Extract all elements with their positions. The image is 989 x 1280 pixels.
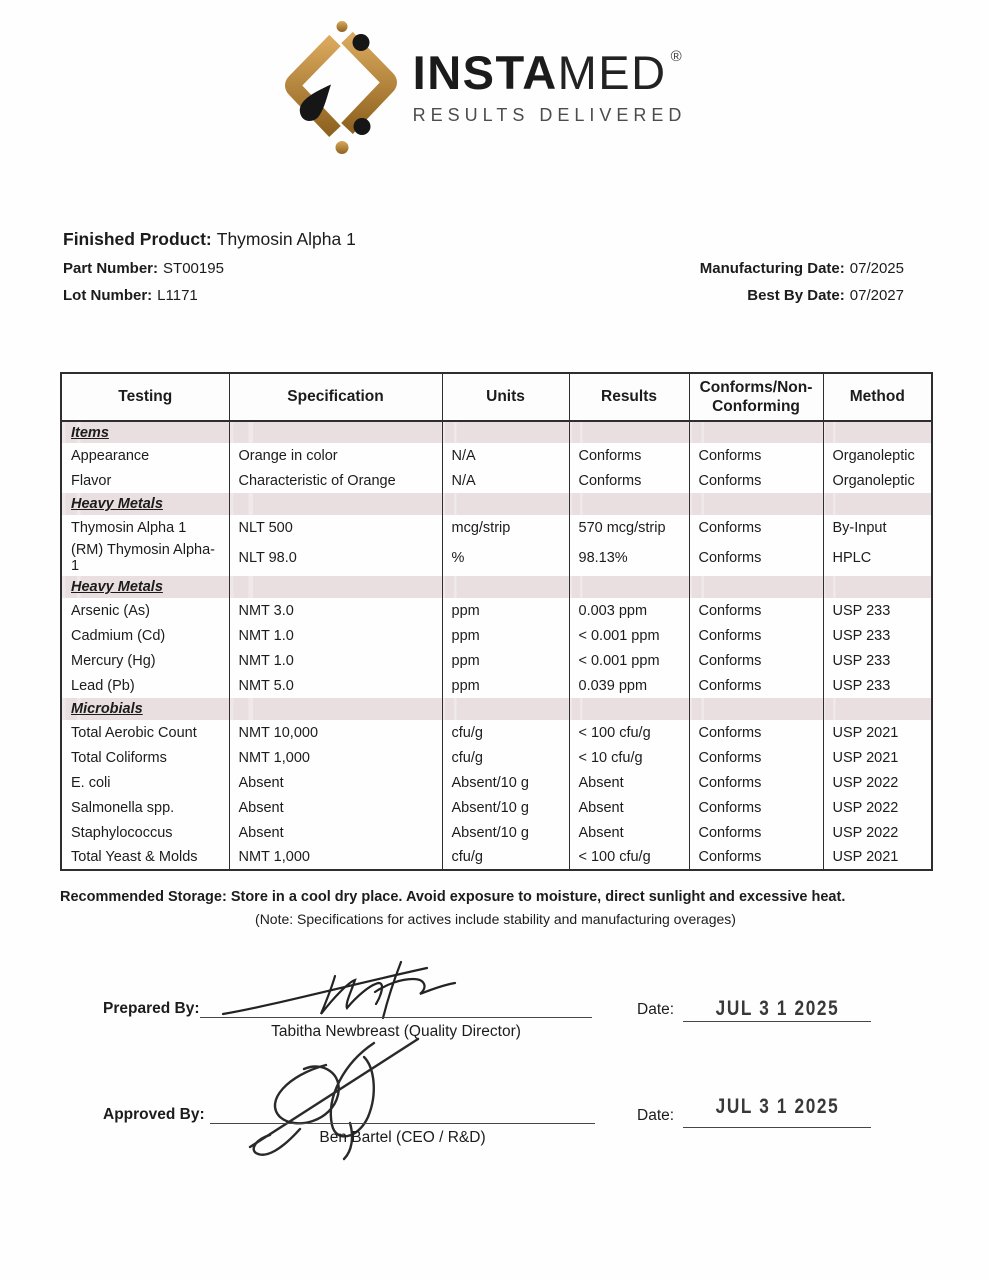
finished-product-line [63, 229, 356, 250]
finished-product-value: Thymosin Alpha 1 [216, 229, 356, 249]
table-cell: HPLC [823, 540, 932, 576]
table-cell: < 100 cfu/g [569, 720, 689, 745]
results-table [60, 372, 933, 871]
table-cell: Conforms [569, 468, 689, 493]
table-cell: cfu/g [442, 745, 569, 770]
table-section-cell [442, 421, 569, 443]
table-cell: Absent/10 g [442, 770, 569, 795]
table-section-title-cell [61, 493, 229, 515]
table-section-cell [689, 698, 823, 720]
table-row [61, 443, 932, 468]
col-header-units: Units [442, 373, 569, 421]
col-header-conforms: Conforms/Non-Conforming [689, 373, 823, 421]
table-section-cell [229, 493, 442, 515]
table-cell: Conforms [689, 820, 823, 845]
table-row [61, 745, 932, 770]
table-row [61, 623, 932, 648]
table-cell: Total Aerobic Count [61, 720, 229, 745]
prepared-date-stamp: JUL 3 1 2025 [715, 997, 840, 1020]
table-section-cell [569, 493, 689, 515]
table-section-cell [442, 698, 569, 720]
table-cell: ppm [442, 673, 569, 698]
table-cell: Conforms [689, 673, 823, 698]
table-cell: Absent/10 g [442, 795, 569, 820]
table-cell: Conforms [689, 443, 823, 468]
brand-name-bold: INSTA [412, 46, 558, 99]
table-section-cell [442, 493, 569, 515]
table-cell: NMT 1,000 [229, 845, 442, 870]
table-cell: < 100 cfu/g [569, 845, 689, 870]
table-cell: USP 2021 [823, 720, 932, 745]
table-row [61, 720, 932, 745]
brand-tagline: RESULTS DELIVERED [412, 105, 687, 125]
table-cell: Conforms [689, 515, 823, 540]
approved-date-stamp: JUL 3 1 2025 [715, 1095, 840, 1118]
table-cell: N/A [442, 468, 569, 493]
table-cell: Absent [229, 795, 442, 820]
table-cell: Total Coliforms [61, 745, 229, 770]
table-cell: 0.039 ppm [569, 673, 689, 698]
table-section-title-cell [61, 698, 229, 720]
table-cell: Conforms [689, 770, 823, 795]
table-section-cell [823, 576, 932, 598]
table-cell: Absent [229, 820, 442, 845]
approved-date-line [683, 1127, 871, 1128]
table-cell: Salmonella spp. [61, 795, 229, 820]
best-by-date-value: 07/2027 [849, 287, 904, 304]
table-section-cell [689, 576, 823, 598]
table-cell: Arsenic (As) [61, 598, 229, 623]
manufacturing-date-label: Manufacturing Date: [699, 260, 845, 277]
table-cell: E. coli [61, 770, 229, 795]
table-cell: Organoleptic [823, 468, 932, 493]
table-row [61, 515, 932, 540]
table-section-cell [823, 698, 932, 720]
table-cell: Characteristic of Orange [229, 468, 442, 493]
prepared-date-line [683, 1021, 871, 1022]
results-table-body [61, 421, 932, 870]
table-cell: Conforms [689, 745, 823, 770]
table-section-cell [229, 698, 442, 720]
table-cell: Mercury (Hg) [61, 648, 229, 673]
table-cell: N/A [442, 443, 569, 468]
col-header-method: Method [823, 373, 932, 421]
table-cell: Flavor [61, 468, 229, 493]
prepared-by-signature [215, 952, 465, 1030]
table-row [61, 648, 932, 673]
table-cell: mcg/strip [442, 515, 569, 540]
table-section-cell [823, 493, 932, 515]
table-cell: Conforms [689, 623, 823, 648]
table-cell: cfu/g [442, 845, 569, 870]
table-cell: USP 2021 [823, 845, 932, 870]
table-row [61, 673, 932, 698]
approved-by-name: Ben Bartel (CEO / R&D) [319, 1129, 486, 1146]
table-cell: Staphylococcus [61, 820, 229, 845]
table-section-cell [442, 576, 569, 598]
part-number-label: Part Number: [63, 260, 159, 277]
table-header-row [61, 373, 932, 421]
brand-name-light: MED [557, 46, 667, 99]
table-row [61, 770, 932, 795]
table-cell: < 0.001 ppm [569, 648, 689, 673]
table-row [61, 795, 932, 820]
finished-product-label: Finished Product: [63, 229, 212, 249]
table-cell: NMT 5.0 [229, 673, 442, 698]
table-row [61, 540, 932, 576]
table-cell: (RM) Thymosin Alpha-1 [61, 540, 229, 576]
table-cell: Absent/10 g [442, 820, 569, 845]
table-section-title: Heavy Metals [71, 579, 163, 595]
table-cell: Absent [569, 820, 689, 845]
table-section-cell [823, 421, 932, 443]
table-row [61, 845, 932, 870]
storage-note: Recommended Storage: Store in a cool dry place. Avoid exposure to moisture, direct sunlight and excessive heat. [60, 889, 846, 905]
table-cell: 570 mcg/strip [569, 515, 689, 540]
registered-trademark-icon: ® [670, 48, 684, 65]
table-row [61, 598, 932, 623]
lot-number-label: Lot Number: [63, 287, 153, 304]
table-cell: < 0.001 ppm [569, 623, 689, 648]
table-cell: NLT 500 [229, 515, 442, 540]
table-cell: Conforms [689, 540, 823, 576]
table-row [61, 820, 932, 845]
table-section-title: Items [71, 424, 109, 441]
brand-wordmark [412, 46, 705, 99]
manufacturing-date-line [700, 260, 904, 277]
table-cell: USP 2022 [823, 770, 932, 795]
approved-by-label: Approved By: [103, 1106, 205, 1123]
table-cell: ppm [442, 648, 569, 673]
table-section-cell [229, 421, 442, 443]
table-section-cell [569, 698, 689, 720]
table-cell: 98.13% [569, 540, 689, 576]
table-section-cell [689, 493, 823, 515]
prepared-by-name: Tabitha Newbreast (Quality Director) [271, 1023, 521, 1040]
spec-note: (Note: Specifications for actives include stability and manufacturing overages) [255, 911, 736, 927]
table-cell: Appearance [61, 443, 229, 468]
table-section-row [61, 698, 932, 720]
table-cell: Conforms [689, 648, 823, 673]
table-cell: Total Yeast & Molds [61, 845, 229, 870]
part-number-value: ST00195 [163, 260, 224, 277]
table-cell: USP 233 [823, 673, 932, 698]
table-cell: USP 233 [823, 648, 932, 673]
table-section-title-cell [61, 576, 229, 598]
table-cell: Conforms [689, 720, 823, 745]
table-cell: Conforms [689, 598, 823, 623]
logo [0, 10, 989, 165]
table-cell: Absent [569, 770, 689, 795]
table-cell: USP 2022 [823, 820, 932, 845]
table-cell: Conforms [569, 443, 689, 468]
best-by-date-label: Best By Date: [747, 287, 845, 304]
table-cell: ppm [442, 598, 569, 623]
table-section-cell [689, 421, 823, 443]
part-number-line [63, 260, 224, 277]
prepared-date-label: Date: [637, 1001, 675, 1018]
table-cell: Organoleptic [823, 443, 932, 468]
table-cell: 0.003 ppm [569, 598, 689, 623]
table-cell: NMT 10,000 [229, 720, 442, 745]
lot-number-line [63, 287, 198, 304]
table-cell: ppm [442, 623, 569, 648]
table-cell: USP 233 [823, 623, 932, 648]
col-header-specification: Specification [229, 373, 442, 421]
table-section-title: Heavy Metals [71, 496, 163, 512]
table-section-title: Microbials [71, 701, 143, 717]
table-section-cell [569, 421, 689, 443]
table-cell: NMT 1.0 [229, 623, 442, 648]
table-cell: Conforms [689, 845, 823, 870]
table-cell: Conforms [689, 468, 823, 493]
table-cell: Lead (Pb) [61, 673, 229, 698]
table-cell: USP 233 [823, 598, 932, 623]
table-cell: Thymosin Alpha 1 [61, 515, 229, 540]
table-cell: NLT 98.0 [229, 540, 442, 576]
table-cell: < 10 cfu/g [569, 745, 689, 770]
table-cell: Orange in color [229, 443, 442, 468]
logo-text [412, 46, 705, 126]
table-section-cell [569, 576, 689, 598]
table-cell: NMT 3.0 [229, 598, 442, 623]
table-cell: USP 2021 [823, 745, 932, 770]
prepared-by-label: Prepared By: [103, 1000, 200, 1017]
prepared-by-signature-line [200, 1017, 592, 1018]
table-cell: % [442, 540, 569, 576]
col-header-testing: Testing [61, 373, 229, 421]
col-header-results: Results [569, 373, 689, 421]
table-section-row [61, 421, 932, 443]
manufacturing-date-value: 07/2025 [849, 260, 904, 277]
table-cell: Absent [569, 795, 689, 820]
table-cell: Absent [229, 770, 442, 795]
table-cell: NMT 1.0 [229, 648, 442, 673]
table-section-title-cell [61, 421, 229, 443]
table-cell: cfu/g [442, 720, 569, 745]
table-cell: NMT 1,000 [229, 745, 442, 770]
table-row [61, 468, 932, 493]
instamed-logo-icon [285, 18, 397, 158]
best-by-date-line [747, 287, 904, 304]
table-cell: By-Input [823, 515, 932, 540]
table-section-cell [229, 576, 442, 598]
approved-date-label: Date: [637, 1107, 675, 1124]
table-cell: Conforms [689, 795, 823, 820]
approved-by-signature-line [210, 1123, 595, 1124]
table-cell: Cadmium (Cd) [61, 623, 229, 648]
table-section-row [61, 493, 932, 515]
lot-number-value: L1171 [157, 287, 198, 304]
table-cell: USP 2022 [823, 795, 932, 820]
table-section-row [61, 576, 932, 598]
